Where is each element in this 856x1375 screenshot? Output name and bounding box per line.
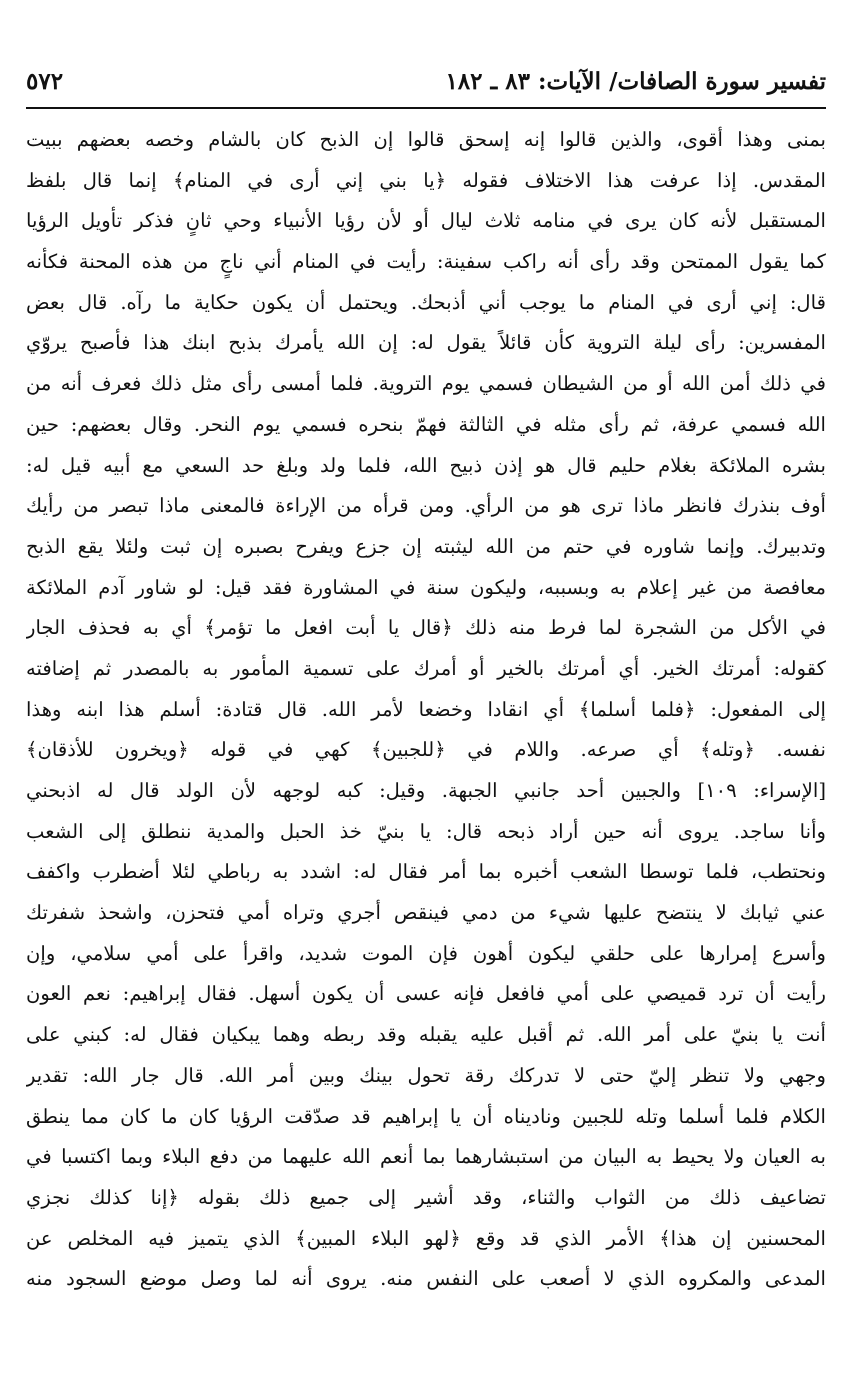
text-line: كقوله: أمرتك الخير. أي أمرتك بالخير أو أمرك على تسمية المأمور به بالمصدر ثم إضافته <box>26 656 826 680</box>
text-line: تضاعيف ذلك من الثواب والثناء، وقد أشير إلى جميع ذلك بقوله ﴿إنا كذلك نجزي <box>26 1185 826 1209</box>
text-line: [الإسراء: ١٠٩] والجبين أحد جانبي الجبهة. وقيل: كبه لوجهه لأن الولد قال له اذبحني <box>26 779 826 802</box>
text-line: بمنى وهذا أقوى، والذين قالوا إنه إسحق قالوا إن الذبح كان بالشام وخصه بعضهم ببيت <box>26 128 826 151</box>
page-number: ٥٧٢ <box>26 67 64 95</box>
text-line: عني ثيابك لا ينتضح عليها شيء من دمي فينقص أجري وتراه أمي فتحزن، واشحذ شفرتك <box>26 901 826 925</box>
text-line: وتدبيرك. وإنما شاوره في حتم من الله ليثبته إن جزع ويفرح بصبره إن ثبت ولئلا يقع الذبح <box>26 534 826 558</box>
text-line: ونحتطب، فلما توسطا الشعب أخبره بما أمر فقال له: اشدد به رباطي لئلا أضطرب واكفف <box>26 860 826 884</box>
text-line: معافصة من غير إعلام به وبسببه، وليكون سنة في المشاورة فقد قيل: لو شاور آدم الملائكة <box>26 575 826 599</box>
text-line: المحسنين إن هذا﴾ الأمر الذي قد وقع ﴿لهو البلاء المبين﴾ الذي يتميز فيه المخلص عن <box>26 1226 826 1250</box>
text-line: وأسرع إمرارها على حلقي ليكون أهون فإن الموت شديد، واقرأ على أمي سلامي، وإن <box>26 941 826 965</box>
text-line: وأنا ساجد. يروى أنه حين أراد ذبحه قال: يا بنيّ خذ الحبل والمدية ننطلق إلى الشعب <box>26 819 826 843</box>
text-line: به العيان ولا يحيط به البيان من استبشارهما بما أنعم الله عليهما من دفع البلاء وبما اكتسبا في <box>26 1145 826 1169</box>
text-line: في الأكل من الشجرة لما فرط منه ذلك ﴿قال يا أبت افعل ما تؤمر﴾ أي به فحذف الجار <box>26 616 826 640</box>
running-title: تفسير سورة الصافات/ الآيات: ٨٣ ـ ١٨٢ <box>445 67 826 95</box>
text-line: كما يقول الممتحن وقد رأى أنه راكب سفينة: رأيت في المنام أني ناجٍ من هذه المحنة فكأنه <box>26 250 826 274</box>
text-line: الكلام فلما أسلما وتله للجبين وناديناه أن يا إبراهيم قد صدّقت الرؤيا كان ما كان مما ينطق <box>26 1104 826 1128</box>
text-line: المفسرين: رأى ليلة التروية كأن قائلاً يقول له: إن الله يأمرك بذبح ابنك هذا فأصبح يروّي <box>26 331 826 355</box>
text-line: المستقبل لأنه كان يرى في منامه ثلاث ليال أو لأن رؤيا الأنبياء وحي ثانٍ فذكر تأويل الرؤيا <box>26 209 826 233</box>
text-line: قال: إني أرى في المنام ما يوجب أني أذبحك. ويحتمل أن يكون حكاية ما رآه. قال بعض <box>26 290 826 314</box>
text-line: بشره الملائكة بغلام حليم قال هو إذن ذبيح الله، فلما ولد وبلغ حد السعي مع أبيه قيل له: <box>26 453 826 477</box>
page-header <box>26 58 826 104</box>
text-line: الله فسمي عرفة، ثم رأى مثله في الثالثة فهمّ بنحره فسمي يوم النحر. وقال بعضهم: حين <box>26 412 826 436</box>
text-line: في ذلك أمن الله أو من الشيطان فسمي يوم التروية. فلما أمسى رأى مثل ذلك فعرف أنه من <box>26 372 826 396</box>
text-line: المقدس. إذا عرفت هذا الاختلاف فقوله ﴿يا بني إني أرى في المنام﴾ إنما قال بلفظ <box>26 168 826 192</box>
text-line: نفسه. ﴿وتله﴾ أي صرعه. واللام في ﴿للجبين﴾ كهي في قوله ﴿ويخرون للأذقان﴾ <box>26 738 826 762</box>
text-line: إلى المفعول: ﴿فلما أسلما﴾ أي انقادا وخضعا لأمر الله. قال قتادة: أسلم هذا ابنه وهذا <box>26 697 826 721</box>
text-line: أنت يا بنيّ على أمر الله. ثم أقبل عليه يقبله وقد ربطه وهما يبكيان فقال له: كبني على <box>26 1023 826 1047</box>
text-line: وجهي ولا تنظر إليّ حتى لا تدركك رقة تحول بينك وبين أمر الله. قال جار الله: تقدير <box>26 1063 826 1087</box>
text-line: المدعى والمكروه الذي لا أصعب على النفس منه. يروى أنه لما وصل موضع السجود منه <box>26 1267 826 1291</box>
text-line: أوف بنذرك فانظر ماذا ترى هو من الرأي. ومن قرأه من الإراءة فالمعنى ماذا تبصر من رأيك <box>26 494 826 518</box>
body-text <box>26 120 826 1300</box>
text-line: رأيت أن ترد قميصي على أمي فافعل فإنه عسى أن يكون أسهل. فقال إبراهيم: نعم العون <box>26 982 826 1006</box>
header-divider <box>26 107 826 109</box>
